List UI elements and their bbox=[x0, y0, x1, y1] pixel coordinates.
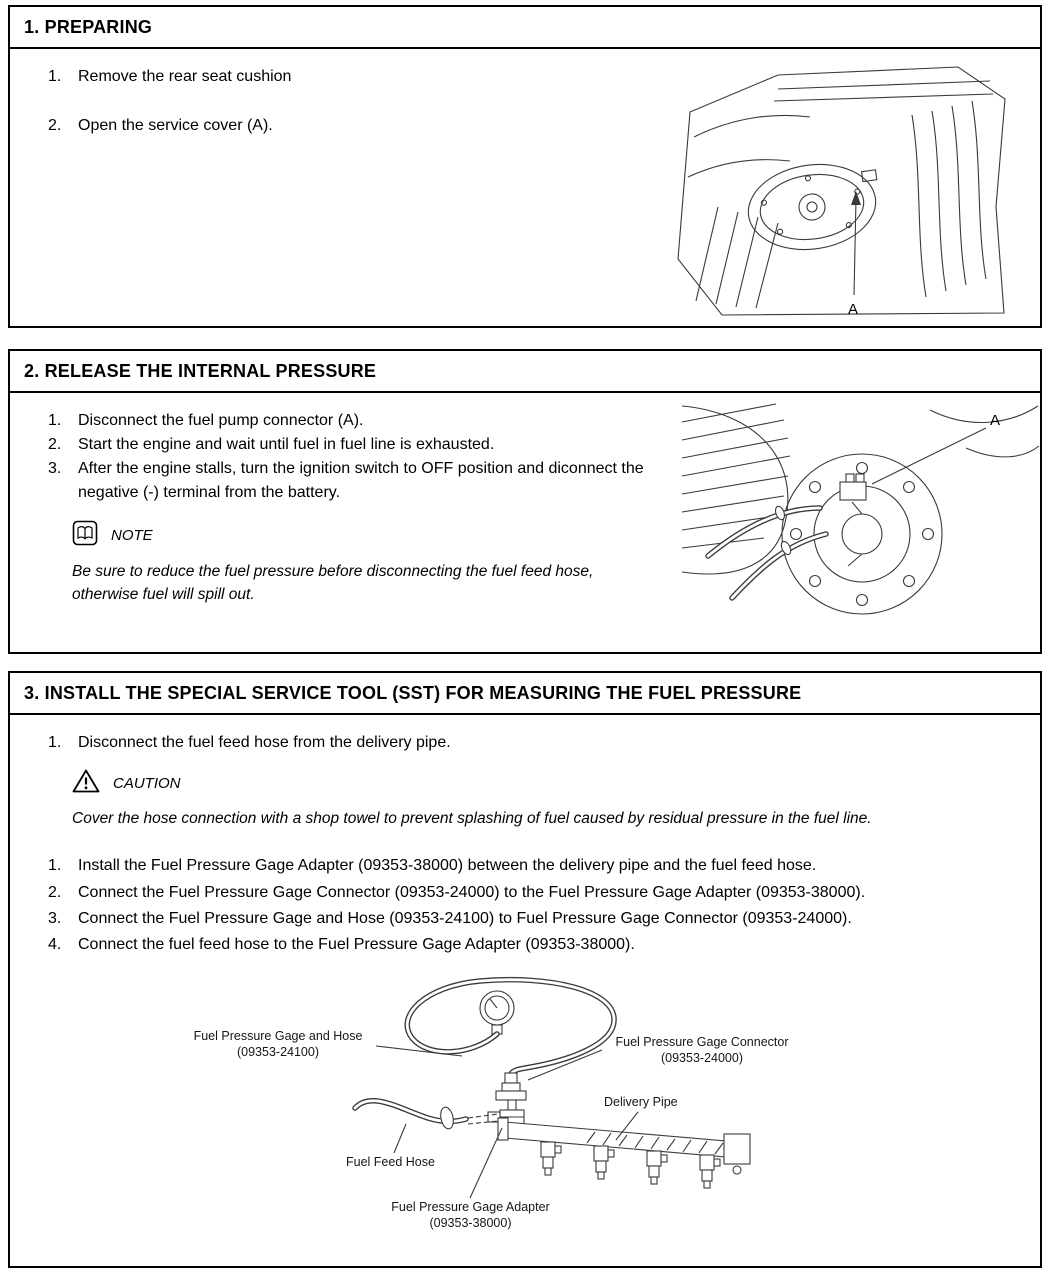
section-2-title: 2. RELEASE THE INTERNAL PRESSURE bbox=[10, 351, 1040, 393]
figure-fuel-pump bbox=[680, 396, 1040, 648]
step-item bbox=[48, 433, 668, 456]
step-text: Connect the Fuel Pressure Gage Connector (09353-24000) to the Fuel Pressure Gage Adapter (09353-38000). bbox=[78, 883, 866, 901]
caution-head bbox=[72, 768, 1024, 799]
step-text: Install the Fuel Pressure Gage Adapter (09353-38000) between the delivery pipe and the fuel feed hose. bbox=[78, 857, 817, 875]
note-text: Be sure to reduce the fuel pressure before disconnecting the fuel feed hose, otherwise fuel will spill out. bbox=[72, 562, 594, 603]
section-3-body bbox=[10, 715, 1040, 1268]
figure-callout-a: A bbox=[990, 412, 1001, 429]
label-gage-connector-name: Fuel Pressure Gage Connector bbox=[615, 1035, 789, 1050]
label-delivery-pipe: Delivery Pipe bbox=[604, 1095, 678, 1110]
section-3-pre-steps bbox=[26, 731, 1024, 754]
step-text: Connect the Fuel Pressure Gage and Hose (09353-24100) to Fuel Pressure Gage Connector (09353-24000). bbox=[78, 909, 852, 927]
step-item bbox=[48, 731, 1024, 754]
label-gage-and-hose bbox=[178, 1028, 378, 1061]
sst-diagram bbox=[10, 970, 1040, 1268]
figure-service-cover bbox=[660, 57, 1012, 322]
step-text: Connect the fuel feed hose to the Fuel Pressure Gage Adapter (09353-38000). bbox=[78, 936, 635, 953]
note-label: NOTE bbox=[111, 526, 153, 544]
label-gage-adapter-name: Fuel Pressure Gage Adapter bbox=[391, 1200, 550, 1215]
section-2-body bbox=[10, 393, 1040, 654]
step-text: Open the service cover (A). bbox=[78, 117, 273, 135]
section-3-steps bbox=[26, 854, 1024, 956]
caution-text: Cover the hose connection with a shop towel to prevent splashing of fuel caused by residual pressure in the fuel line. bbox=[72, 810, 872, 828]
step-text: Remove the rear seat cushion bbox=[78, 68, 292, 85]
section-2-steps bbox=[26, 409, 668, 504]
label-gage-connector-part: (09353-24000) bbox=[660, 1051, 743, 1066]
step-item bbox=[48, 409, 668, 432]
service-cover-illustration bbox=[660, 57, 1012, 322]
step-text: Start the engine and wait until fuel in fuel line is exhausted. bbox=[78, 436, 495, 454]
section-preparing bbox=[8, 5, 1042, 328]
label-gage-adapter-part: (09353-38000) bbox=[429, 1216, 512, 1231]
step-text: Disconnect the fuel feed hose from the delivery pipe. bbox=[78, 734, 451, 751]
label-gage-adapter bbox=[378, 1199, 563, 1232]
section-1-title: 1. PREPARING bbox=[10, 7, 1040, 49]
section-install-sst bbox=[8, 671, 1042, 1268]
step-item bbox=[48, 881, 1024, 904]
step-item bbox=[48, 854, 1024, 877]
label-gage-and-hose-part: (09353-24100) bbox=[236, 1045, 319, 1060]
section-1-body bbox=[10, 49, 1040, 328]
book-icon bbox=[72, 520, 98, 551]
figure-callout-a: A bbox=[848, 301, 859, 318]
fuel-pump-illustration bbox=[680, 396, 1040, 648]
step-text: After the engine stalls, turn the ignition switch to OFF position and diconnect the negative (-) terminal from the battery. bbox=[78, 460, 644, 501]
section-3-title: 3. INSTALL THE SPECIAL SERVICE TOOL (SST) FOR MEASURING THE FUEL PRESSURE bbox=[10, 673, 1040, 715]
section-release-pressure bbox=[8, 349, 1042, 654]
label-gage-and-hose-name: Fuel Pressure Gage and Hose bbox=[193, 1029, 363, 1044]
caution-block bbox=[72, 768, 1024, 830]
label-fuel-feed-hose: Fuel Feed Hose bbox=[346, 1155, 435, 1170]
step-text: Disconnect the fuel pump connector (A). bbox=[78, 412, 364, 429]
caution-label: CAUTION bbox=[113, 775, 181, 793]
step-item bbox=[48, 933, 1024, 956]
label-gage-connector bbox=[602, 1034, 802, 1067]
step-item bbox=[48, 457, 668, 503]
warning-triangle-icon bbox=[72, 768, 100, 799]
step-item bbox=[48, 907, 1024, 930]
